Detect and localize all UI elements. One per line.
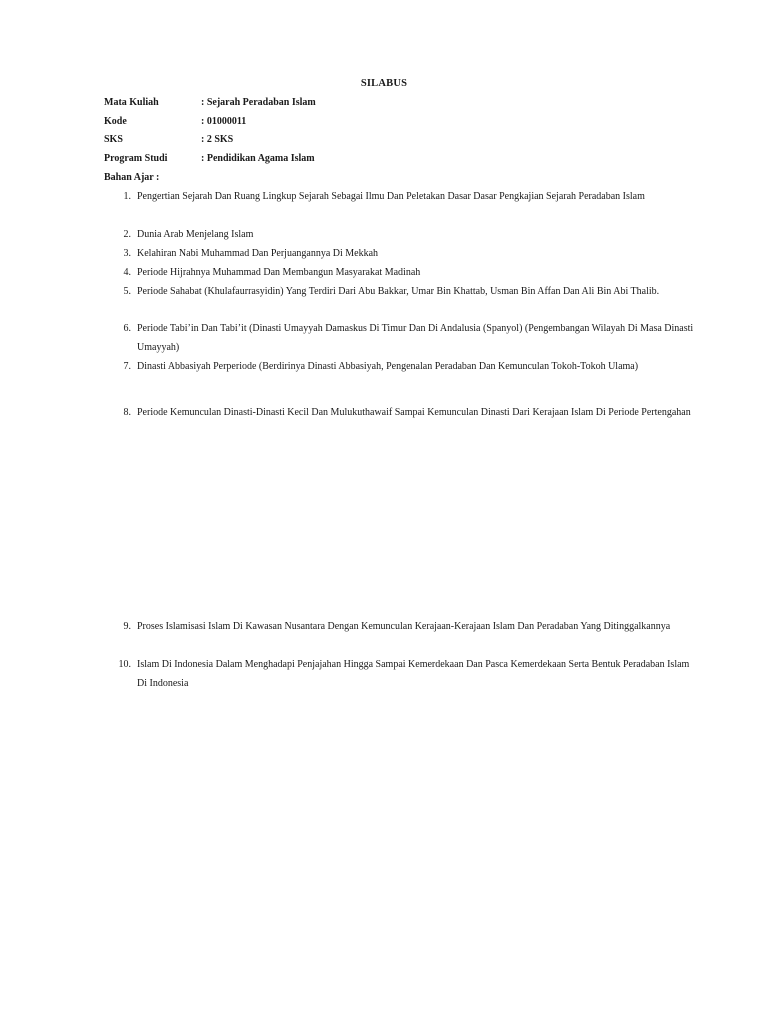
meta-label: SKS <box>104 134 123 145</box>
list-item-number: 2. <box>123 229 131 240</box>
list-item-text: Periode Tabi’in Dan Tabi’it (Dinasti Umayyah Damaskus Di Timur Dan Di Andalusia (Spanyol) (Pengembangan Wilayah Di Masa Dinasti Umayyah) <box>137 323 694 353</box>
list-item-number: 4. <box>123 267 131 278</box>
list-item-number: 8. <box>123 407 131 418</box>
bahan-ajar-label: Bahan Ajar : <box>104 172 160 183</box>
list-item-text: Proses Islamisasi Islam Di Kawasan Nusantara Dengan Kemunculan Kerajaan-Kerajaan Islam Dan Peradaban Yang Ditinggalkannya <box>137 621 671 632</box>
list-item-number: 3. <box>123 248 131 259</box>
list-item-number: 5. <box>123 286 131 297</box>
meta-label: Kode <box>104 116 127 127</box>
meta-value: : Pendidikan Agama Islam <box>201 153 315 164</box>
list-item-number: 6. <box>123 323 131 334</box>
list-item-number: 7. <box>123 361 131 372</box>
list-item-text: Pengertian Sejarah Dan Ruang Lingkup Sejarah Sebagai Ilmu Dan Peletakan Dasar Dasar Pengkajian Sejarah Peradaban Islam <box>137 191 645 202</box>
meta-label: Mata Kuliah <box>104 97 159 108</box>
list-item-text: Dunia Arab Menjelang Islam <box>137 229 254 240</box>
list-item-text: Periode Sahabat (Khulafaurrasyidin) Yang Terdiri Dari Abu Bakkar, Umar Bin Khattab, Usman Bin Affan Dan Ali Bin Abi Thalib. <box>137 286 660 297</box>
list-item-number: 9. <box>123 621 131 632</box>
list-item-text: Kelahiran Nabi Muhammad Dan Perjuangannya Di Mekkah <box>137 248 379 259</box>
meta-value: : 2 SKS <box>201 134 234 145</box>
list-item-number: 10. <box>118 659 131 670</box>
meta-value: : Sejarah Peradaban Islam <box>201 97 316 108</box>
list-item-text: Islam Di Indonesia Dalam Menghadapi Penjajahan Hingga Sampai Kemerdekaan Dan Pasca Kemerdekaan Serta Bentuk Peradaban Islam Di Indonesia <box>137 659 690 689</box>
list-item-text: Dinasti Abbasiyah Perperiode (Berdirinya Dinasti Abbasiyah, Pengenalan Peradaban Dan Kemunculan Tokoh-Tokoh Ulama) <box>137 361 639 372</box>
meta-value: : 01000011 <box>201 116 247 127</box>
meta-label: Program Studi <box>104 153 168 164</box>
list-item-text: Periode Kemunculan Dinasti-Dinasti Kecil Dan Mulukuthawaif Sampai Kemunculan Dinasti Dari Kerajaan Islam Di Periode Pertengahan <box>137 407 691 418</box>
document-title: SILABUS <box>360 78 408 89</box>
list-item-text: Periode Hijrahnya Muhammad Dan Membangun Masyarakat Madinah <box>137 267 421 278</box>
list-item-number: 1. <box>123 191 131 202</box>
